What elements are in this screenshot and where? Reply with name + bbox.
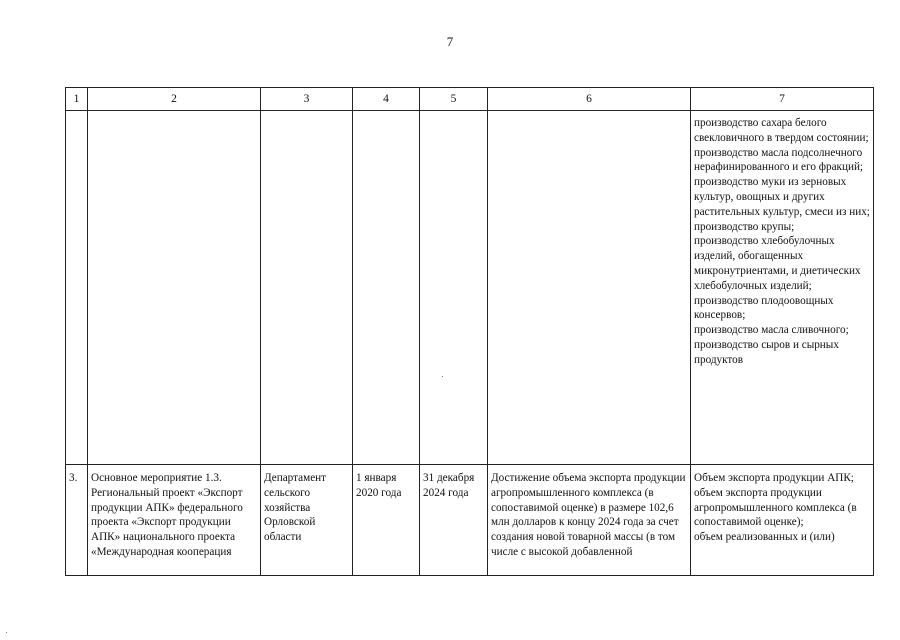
header-cell-1: 1 bbox=[66, 88, 88, 111]
empty-cell bbox=[420, 111, 488, 465]
executor-cell: Департамент сельского хозяйства Орловской области bbox=[261, 465, 353, 576]
header-cell-7: 7 bbox=[691, 88, 874, 111]
scan-speck bbox=[442, 376, 443, 377]
indicators-cell: производство сахара белого свекловичного в твердом состоянии; производство масла подсолнечного нерафинированного и его фракций; производство муки из зерновых культур, овощных и других растительных культур, смеси из них; производство крупы; производство хлебобулочных изделий, обогащенных микронутриентами, и диетических хлебобулочных изделий; производство плодоовощных консервов; производство масла сливочного; производство сыров и сырных продуктов bbox=[691, 111, 874, 465]
table-row-continued bbox=[66, 111, 874, 465]
header-cell-5: 5 bbox=[420, 88, 488, 111]
empty-cell bbox=[66, 111, 88, 465]
result-cell: Достижение объема экспорта продукции агропромышленного комплекса (в сопоставимой оценке) в размере 102,6 млн долларов к концу 2024 года за счет создания новой товарной массы (в том числе с высокой добавленной bbox=[488, 465, 691, 576]
program-table bbox=[65, 87, 874, 576]
indicators-cell: Объем экспорта продукции АПК; объем экспорта продукции агропромышленного комплекса (в сопоставимой оценке); объем реализованных и (или) bbox=[691, 465, 874, 576]
scan-speck bbox=[6, 632, 7, 633]
row-number-cell: 3. bbox=[66, 465, 88, 576]
empty-cell bbox=[488, 111, 691, 465]
empty-cell bbox=[88, 111, 261, 465]
empty-cell bbox=[261, 111, 353, 465]
end-date-cell: 31 декабря 2024 года bbox=[420, 465, 488, 576]
event-cell: Основное мероприятие 1.3. Региональный проект «Экспорт продукции АПК» федерального проекта «Экспорт продукции АПК» национального проекта «Международная кооперация bbox=[88, 465, 261, 576]
empty-cell bbox=[353, 111, 420, 465]
header-cell-4: 4 bbox=[353, 88, 420, 111]
start-date-cell: 1 января 2020 года bbox=[353, 465, 420, 576]
header-cell-3: 3 bbox=[261, 88, 353, 111]
header-cell-6: 6 bbox=[488, 88, 691, 111]
page-number: 7 bbox=[446, 34, 454, 49]
table-row-3 bbox=[66, 465, 874, 576]
header-cell-2: 2 bbox=[88, 88, 261, 111]
header-row bbox=[66, 88, 874, 111]
